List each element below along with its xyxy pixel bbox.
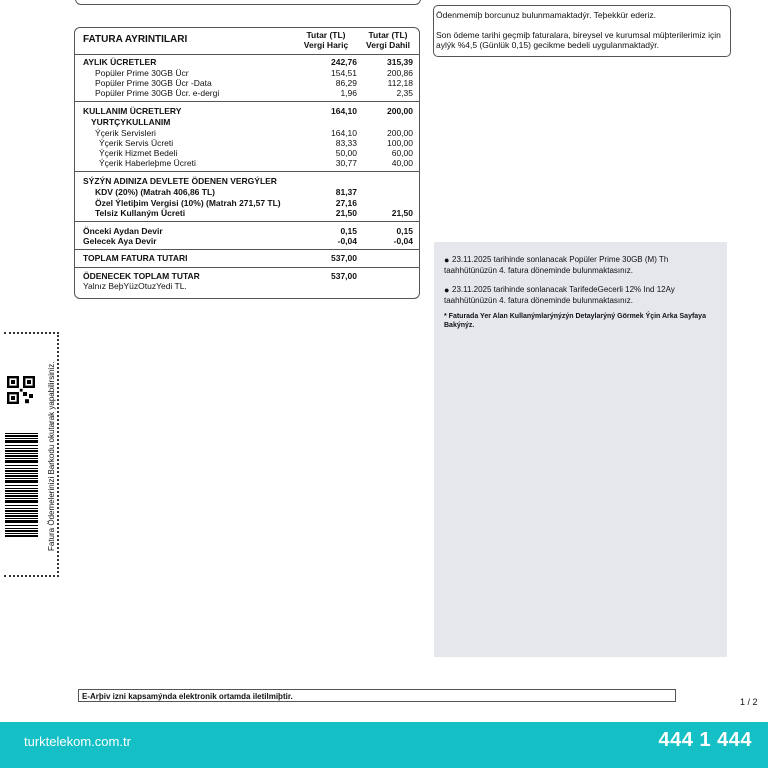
page-number: 1 / 2 [740, 697, 758, 707]
monthly-fees-row: AYLIK ÜCRETLER 242,76 315,39 [83, 57, 413, 67]
line-item: Ýçerik Servisleri 164,10 200,00 [95, 128, 413, 138]
previous-section-border [75, 0, 421, 5]
domestic-usage-heading: YURTÇYKULLANIM [91, 117, 171, 127]
phone-number[interactable]: 444 1 444 [658, 729, 752, 751]
bullet-icon: ● [444, 255, 450, 265]
taxes-heading: SÝZÝN ADINIZA DEVLETE ÖDENEN VERGÝLER [83, 176, 277, 186]
tax-line: Telsiz Kullaným Ücreti 21,50 21,50 [95, 208, 413, 218]
divider [75, 171, 419, 172]
tax-line: Özel Ýletiþim Vergisi (10%) (Matrah 271,57 TL) 27,16 [95, 198, 357, 208]
no-debt-message: Ödenmemiþ borcunuz bulunmamaktadýr. Teþekkür ederiz. [436, 10, 657, 20]
payment-notice-box [433, 5, 731, 57]
amount-due-row: ÖDENECEK TOPLAM TUTAR 537,00 [83, 271, 357, 281]
next-month-carry: Gelecek Aya Devir -0,04 -0,04 [83, 236, 413, 246]
qr-code-icon [7, 376, 35, 404]
line-item: Ýçerik Hizmet Bedeli 50,00 60,00 [99, 148, 413, 158]
website-link[interactable]: turktelekom.com.tr [24, 734, 131, 749]
e-archive-notice: E-Arþiv izni kapsamýnda elektronik ortamda iletilmiþtir. [78, 689, 676, 702]
line-item: Popüler Prime 30GB Ücr 154,51 200,86 [95, 68, 413, 78]
bullet-icon: ● [444, 285, 450, 295]
footer-bar [0, 722, 768, 768]
late-fee-message: Son ödeme tarihi geçmiþ faturalara, bireysel ve kurumsal müþterilerimiz için aylýk %4,5 (Günlük 0,15) gecikme bedeli uygulanmaktadýr. [436, 30, 721, 50]
invoice-details-table [74, 27, 420, 299]
invoice-title: FATURA AYRINTILARI [83, 34, 188, 45]
barcode-icon [5, 433, 38, 538]
divider [75, 267, 419, 268]
invoice-total-row: TOPLAM FATURA TUTARI 537,00 [83, 253, 357, 263]
see-back-page-note: * Faturada Yer Alan Kullanýmlarýnýzýn Detaylarýný Görmek Ýçin Arka Sayfaya Bakýnýz. [444, 313, 706, 329]
barcode-instruction: Fatura Ödemelerinizi Barkodu okutarak yapabilirsiniz. [47, 361, 56, 551]
previous-month-carry: Önceki Aydan Devir 0,15 0,15 [83, 226, 413, 236]
line-item: Popüler Prime 30GB Ücr -Data 86,29 112,18 [95, 78, 413, 88]
column-header-excl-vat: Tutar (TL) Vergi Hariç [303, 30, 349, 50]
divider [75, 101, 419, 102]
column-header-incl-vat: Tutar (TL) Vergi Dahil [366, 30, 410, 50]
line-item: Ýçerik Servis Ücreti 83,33 100,00 [99, 138, 413, 148]
divider [75, 249, 419, 250]
tax-line: KDV (20%) (Matrah 406,86 TL) 81,37 [95, 187, 357, 197]
divider [75, 221, 419, 222]
line-item: Ýçerik Haberleþme Ücreti 30,77 40,00 [99, 158, 413, 168]
invoice-header [75, 28, 419, 55]
info-panel: ● 23.11.2025 tarihinde sonlanacak Popüler Prime 30GB (M) Th taahhütünüzün 4. fatura döneminde bulunmaktasınız. ● 23.11.2025 tarihinde sonlanacak TarifedeGecerli 12% Ind 12Ay taahhütünüzün 4. fatura döneminde bulunmaktasınız. * Faturada Yer Alan Kullanýmlarýnýzýn Detaylarýný Görmek Ýçin Arka Sayfaya Bakýnýz. [434, 242, 727, 657]
line-item: Popüler Prime 30GB Ücr. e-dergi 1,96 2,35 [95, 88, 413, 98]
usage-fees-row: KULLANIM ÜCRETLERY 164,10 200,00 [83, 106, 413, 116]
amount-in-words: Yalnız BeþYüzOtuzYedi TL. [83, 281, 187, 291]
